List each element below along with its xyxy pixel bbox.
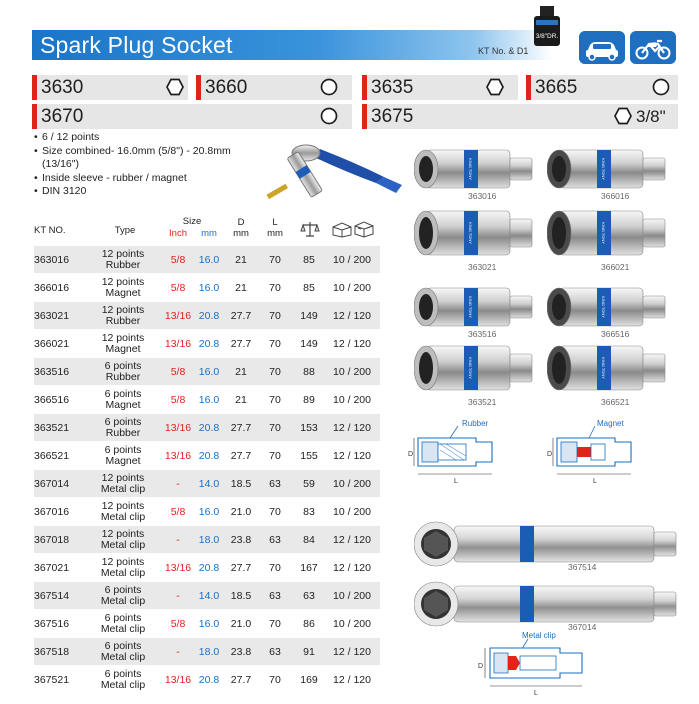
table-row: [34, 273, 380, 301]
svg-text:KING TONY: KING TONY: [601, 222, 606, 244]
magnet-label: Magnet: [597, 419, 624, 428]
type-points: 6 points: [104, 612, 142, 624]
series-3630: [32, 75, 188, 100]
d-cell: 27.7: [230, 337, 252, 350]
weight-cell: 59: [303, 477, 315, 490]
d-cell: 27.7: [230, 673, 252, 686]
type-sleeve: Rubber: [105, 371, 141, 383]
d-cell: 18.5: [230, 589, 252, 602]
packing-cell: 10 / 200: [333, 281, 371, 294]
kt-cell: 363521: [34, 421, 70, 434]
bihex-icon: [320, 107, 338, 125]
inch-cell: 5/8: [170, 365, 186, 378]
series-number: 3635: [371, 77, 414, 98]
series-3670: [32, 104, 352, 129]
packing-cell: 12 / 120: [333, 645, 371, 658]
series-number: 3670: [41, 106, 84, 127]
table-row: [34, 665, 380, 693]
table-row: [34, 553, 380, 581]
weight-cell: 91: [303, 645, 315, 658]
col-inch: Inch: [169, 228, 187, 239]
type-cell: [86, 246, 160, 274]
inch-cell: 13/16: [164, 449, 192, 462]
type-sleeve: Magnet: [105, 455, 141, 467]
drive-size-text: 3/8": [636, 107, 666, 126]
table-row: [34, 525, 380, 553]
type-points: 12 points: [101, 248, 145, 260]
l-cell: 70: [269, 561, 281, 574]
type-sleeve: Magnet: [105, 343, 141, 355]
page-title: Spark Plug Socket: [40, 32, 233, 58]
d-cell: 23.8: [230, 645, 252, 658]
col-d-unit: mm: [233, 228, 249, 239]
packing-cell: 12 / 120: [333, 337, 371, 350]
inch-cell: -: [176, 589, 180, 602]
inch-cell: 13/16: [164, 561, 192, 574]
table-row: [34, 329, 380, 357]
inch-cell: 13/16: [164, 309, 192, 322]
type-sleeve: Rubber: [105, 427, 141, 439]
table-row: [34, 441, 380, 469]
col-size: Size: [182, 216, 202, 227]
type-points: 6 points: [104, 444, 142, 456]
kt-cell: 366521: [34, 449, 70, 462]
mm-cell: 20.8: [198, 337, 220, 350]
weight-cell: 155: [300, 449, 318, 462]
table-row: [34, 245, 380, 273]
packing-cell: 12 / 120: [333, 421, 371, 434]
weight-cell: 85: [303, 281, 315, 294]
packing-cell: 10 / 200: [333, 253, 371, 266]
socket-photo: [547, 143, 675, 195]
d-cell: 27.7: [230, 561, 252, 574]
l-cell: 70: [269, 253, 281, 266]
d-cell: 21: [235, 253, 247, 266]
mm-cell: 16.0: [198, 617, 220, 630]
d-cell: 23.8: [230, 533, 252, 546]
kt-cell: 367016: [34, 505, 70, 518]
l-cell: 63: [269, 477, 281, 490]
packing-cell: 12 / 120: [333, 561, 371, 574]
l-cell: 63: [269, 533, 281, 546]
inch-cell: 5/8: [170, 505, 186, 518]
series-number: 3660: [205, 77, 248, 98]
packing-cell: 10 / 200: [333, 505, 371, 518]
inch-cell: 5/8: [170, 253, 186, 266]
l-cell: 70: [269, 449, 281, 462]
type-sleeve: Metal clip: [100, 623, 146, 635]
type-sleeve: Metal clip: [100, 595, 146, 607]
mm-cell: 16.0: [198, 393, 220, 406]
type-cell: [86, 638, 160, 666]
l-cell: 70: [269, 365, 281, 378]
kt-cell: 363516: [34, 365, 70, 378]
kt-label: KT No. & D1: [478, 46, 529, 56]
feature-item: • 6 / 12 points: [34, 131, 259, 145]
weight-cell: 86: [303, 617, 315, 630]
mm-cell: 18.0: [198, 533, 220, 546]
type-sleeve: Magnet: [105, 399, 141, 411]
kt-cell: 363021: [34, 309, 70, 322]
socket-caption: 366016: [601, 191, 630, 201]
packing-cell: 10 / 200: [333, 589, 371, 602]
mm-cell: 20.8: [198, 673, 220, 686]
dim-l-label: L: [593, 478, 597, 485]
mm-cell: 20.8: [198, 309, 220, 322]
socket-photo: [414, 143, 542, 195]
svg-text:KING TONY: KING TONY: [468, 296, 473, 318]
d-cell: 21: [235, 393, 247, 406]
type-sleeve: Magnet: [105, 287, 141, 299]
drive-size-icon: [533, 6, 561, 46]
weight-cell: 84: [303, 533, 315, 546]
series-3675: [362, 104, 678, 129]
mm-cell: 18.0: [198, 645, 220, 658]
svg-text:KING TONY: KING TONY: [468, 158, 473, 180]
type-points: 12 points: [101, 528, 145, 540]
rubber-diagram: [406, 416, 526, 486]
mm-cell: 20.8: [198, 449, 220, 462]
motorcycle-icon: [630, 31, 676, 64]
weight-cell: 88: [303, 365, 315, 378]
table-row: [34, 637, 380, 665]
metal-clip-label: Metal clip: [522, 631, 556, 640]
series-number: 3630: [41, 77, 84, 98]
weight-cell: 169: [300, 673, 318, 686]
svg-text:KING TONY: KING TONY: [601, 296, 606, 318]
type-cell: [86, 582, 160, 610]
box-icon: [330, 220, 374, 238]
svg-text:KING TONY: KING TONY: [601, 357, 606, 379]
type-points: 6 points: [104, 360, 142, 372]
type-points: 12 points: [101, 276, 145, 288]
type-cell: [86, 470, 160, 498]
kt-cell: 367021: [34, 561, 70, 574]
dim-d-label: D: [547, 451, 553, 458]
l-cell: 70: [269, 505, 281, 518]
metal-clip-diagram: [476, 628, 606, 698]
packing-cell: 12 / 120: [333, 673, 371, 686]
rubber-label: Rubber: [462, 419, 489, 428]
packing-cell: 10 / 200: [333, 617, 371, 630]
mm-cell: 16.0: [198, 281, 220, 294]
svg-text:KING TONY: KING TONY: [468, 222, 473, 244]
product-table: [34, 245, 380, 693]
weight-cell: 89: [303, 393, 315, 406]
table-row: [34, 385, 380, 413]
type-points: 6 points: [104, 668, 142, 680]
col-kt: KT NO.: [34, 225, 66, 236]
mm-cell: 14.0: [198, 477, 220, 490]
type-cell: [86, 610, 160, 638]
weight-cell: 83: [303, 505, 315, 518]
inch-cell: -: [176, 645, 180, 658]
type-points: 6 points: [104, 640, 142, 652]
type-sleeve: Metal clip: [100, 511, 146, 523]
d-cell: 21.0: [230, 505, 252, 518]
type-sleeve: Metal clip: [100, 679, 146, 691]
type-cell: [86, 526, 160, 554]
inch-cell: -: [176, 533, 180, 546]
table-row: [34, 469, 380, 497]
kt-cell: 367514: [34, 589, 70, 602]
kt-cell: 366516: [34, 393, 70, 406]
type-points: 12 points: [101, 332, 145, 344]
kt-cell: 367521: [34, 673, 70, 686]
mm-cell: 16.0: [198, 365, 220, 378]
table-row: [34, 357, 380, 385]
l-cell: 63: [269, 645, 281, 658]
type-cell: [86, 554, 160, 582]
type-points: 6 points: [104, 388, 142, 400]
l-cell: 70: [269, 393, 281, 406]
socket-photo: [414, 281, 542, 333]
mm-cell: 20.8: [198, 561, 220, 574]
kt-cell: 367516: [34, 617, 70, 630]
drive-size-label: 3/8"DR.: [535, 33, 559, 40]
type-points: 6 points: [104, 416, 142, 428]
l-cell: 70: [269, 281, 281, 294]
socket-photo: [547, 342, 675, 394]
feature-item: • Size combined- 16.0mm (5/8") - 20.8mm (13/16"): [34, 145, 259, 172]
l-cell: 70: [269, 421, 281, 434]
dim-d-label: D: [408, 451, 414, 458]
series-3635: [362, 75, 518, 100]
packing-cell: 10 / 200: [333, 477, 371, 490]
l-cell: 70: [269, 673, 281, 686]
type-points: 6 points: [104, 584, 142, 596]
weight-cell: 63: [303, 589, 315, 602]
type-sleeve: Metal clip: [100, 567, 146, 579]
type-points: 12 points: [101, 472, 145, 484]
packing-cell: 12 / 120: [333, 309, 371, 322]
type-cell: [86, 666, 160, 694]
socket-photo: [414, 342, 542, 394]
inch-cell: 5/8: [170, 281, 186, 294]
packing-cell: 10 / 200: [333, 393, 371, 406]
title-bar: [32, 30, 552, 60]
d-cell: 18.5: [230, 477, 252, 490]
socket-photo: [547, 207, 675, 259]
l-cell: 70: [269, 617, 281, 630]
car-icon: [579, 31, 625, 64]
hex-icon: [166, 78, 184, 96]
socket-caption: 366516: [601, 329, 630, 339]
hex-icon: [486, 78, 504, 96]
bihex-icon: [320, 78, 338, 96]
type-sleeve: Rubber: [105, 315, 141, 327]
d-cell: 21.0: [230, 617, 252, 630]
socket-caption: 363521: [468, 397, 497, 407]
col-type: Type: [114, 225, 136, 236]
feature-list: [34, 131, 259, 199]
d-cell: 21: [235, 281, 247, 294]
l-cell: 70: [269, 309, 281, 322]
d-cell: 21: [235, 365, 247, 378]
d-cell: 27.7: [230, 449, 252, 462]
d-cell: 27.7: [230, 421, 252, 434]
socket-caption: 366021: [601, 262, 630, 272]
col-l: L: [272, 217, 278, 228]
type-cell: [86, 302, 160, 330]
mm-cell: 16.0: [198, 505, 220, 518]
socket-photo: [414, 580, 684, 628]
socket-photo: [414, 520, 684, 568]
weight-cell: 149: [300, 309, 318, 322]
socket-caption: 363021: [468, 262, 497, 272]
packing-cell: 12 / 120: [333, 449, 371, 462]
d-cell: 27.7: [230, 309, 252, 322]
kt-cell: 366016: [34, 281, 70, 294]
weight-cell: 85: [303, 253, 315, 266]
svg-text:KING TONY: KING TONY: [601, 158, 606, 180]
type-points: 12 points: [101, 556, 145, 568]
type-sleeve: Rubber: [105, 259, 141, 271]
col-l-unit: mm: [267, 228, 283, 239]
packing-cell: 12 / 120: [333, 533, 371, 546]
type-sleeve: Metal clip: [100, 483, 146, 495]
table-row: [34, 497, 380, 525]
socket-caption: 367014: [568, 622, 597, 632]
mm-cell: 20.8: [198, 421, 220, 434]
kt-cell: 363016: [34, 253, 70, 266]
packing-cell: 10 / 200: [333, 365, 371, 378]
socket-caption: 366521: [601, 397, 630, 407]
inch-cell: 13/16: [164, 673, 192, 686]
table-row: [34, 301, 380, 329]
type-sleeve: Metal clip: [100, 539, 146, 551]
mm-cell: 14.0: [198, 589, 220, 602]
kt-cell: 367018: [34, 533, 70, 546]
feature-item: • Inside sleeve - rubber / magnet: [34, 172, 259, 186]
type-cell: [86, 330, 160, 358]
svg-text:KING TONY: KING TONY: [468, 357, 473, 379]
socket-photo: [547, 281, 675, 333]
series-number: 3675: [371, 106, 414, 127]
feature-item: • DIN 3120: [34, 185, 259, 199]
table-row: [34, 581, 380, 609]
weight-cell: 153: [300, 421, 318, 434]
socket-photo: [414, 207, 542, 259]
type-cell: [86, 386, 160, 414]
magnet-diagram: [545, 416, 665, 486]
inch-cell: 5/8: [170, 393, 186, 406]
type-sleeve: Metal clip: [100, 651, 146, 663]
inch-cell: -: [176, 477, 180, 490]
weight-cell: 167: [300, 561, 318, 574]
weight-cell: 149: [300, 337, 318, 350]
table-header: [34, 216, 380, 244]
table-row: [34, 413, 380, 441]
inch-cell: 13/16: [164, 421, 192, 434]
l-cell: 70: [269, 337, 281, 350]
ratchet-with-socket-image: [256, 137, 406, 207]
col-d: D: [237, 217, 245, 228]
weight-icon: [300, 220, 320, 238]
type-points: 12 points: [101, 500, 145, 512]
socket-caption: 363516: [468, 329, 497, 339]
series-3665: [526, 75, 678, 100]
type-cell: [86, 442, 160, 470]
type-points: 12 points: [101, 304, 145, 316]
dim-d-label: D: [478, 663, 484, 670]
series-3660: [196, 75, 352, 100]
type-cell: [86, 358, 160, 386]
kt-cell: 367014: [34, 477, 70, 490]
inch-cell: 5/8: [170, 617, 186, 630]
col-mm: mm: [201, 228, 217, 239]
type-cell: [86, 274, 160, 302]
kt-cell: 366021: [34, 337, 70, 350]
table-row: [34, 609, 380, 637]
type-cell: [86, 498, 160, 526]
socket-caption: 367514: [568, 562, 597, 572]
series-number: 3665: [535, 77, 578, 98]
mm-cell: 16.0: [198, 253, 220, 266]
dim-l-label: L: [534, 690, 538, 697]
l-cell: 63: [269, 589, 281, 602]
type-cell: [86, 414, 160, 442]
inch-cell: 13/16: [164, 337, 192, 350]
socket-caption: 363016: [468, 191, 497, 201]
bihex-icon: [652, 78, 670, 96]
kt-cell: 367518: [34, 645, 70, 658]
dim-l-label: L: [454, 478, 458, 485]
hex-icon: [614, 107, 632, 125]
